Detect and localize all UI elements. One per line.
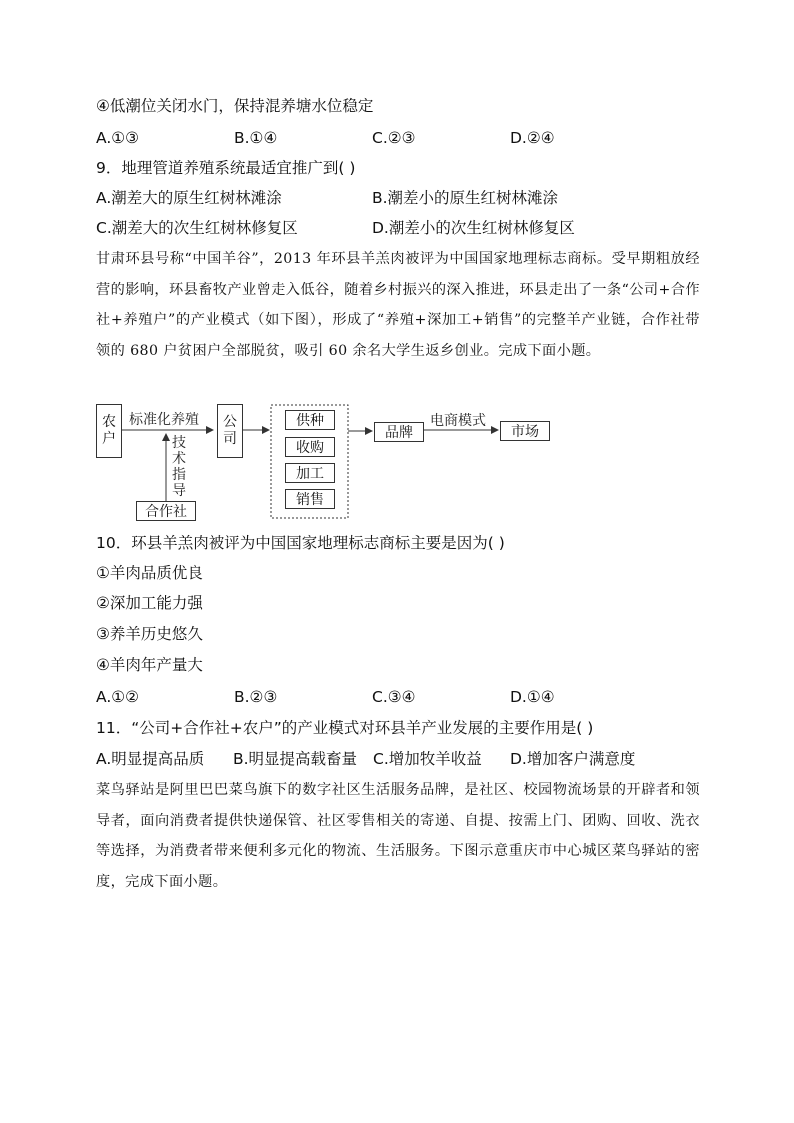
q11-option-d: D.增加客户满意度 (510, 750, 636, 768)
box-stage-sales: 销售 (285, 489, 335, 509)
label-standard-breeding: 标准化养殖 (129, 412, 199, 428)
q10-option-c: C.③④ (372, 688, 416, 706)
q9-stem: 9．地理管道养殖系统最适宜推广到( ) (96, 159, 356, 177)
q10-stem: 10．环县羊羔肉被评为中国国家地理标志商标主要是因为( ) (96, 534, 505, 552)
passage-cainiao: 菜鸟驿站是阿里巴巴菜鸟旗下的数字社区生活服务品牌，是社区、校园物流场景的开辟者和领导者，面向消费者提供快递保管、社区零售相关的寄递、自提、按需上门、团购、回收、洗衣等选择，为消费者带来便利多元化的物流、生活服务。下图示意重庆市中心城区菜鸟驿站的密度，完成下面小题。 (96, 782, 700, 890)
box-stage-supply: 供种 (285, 410, 335, 430)
q8-item-4: ④低潮位关闭水门，保持混养塘水位稳定 (96, 97, 374, 115)
q11-option-a: A.明显提高品质 (96, 750, 205, 768)
q10-item-1: ①羊肉品质优良 (96, 564, 203, 582)
q10-item-3: ③养羊历史悠久 (96, 625, 203, 643)
q10-option-a: A.①② (96, 688, 140, 706)
q9-option-b: B.潮差小的原生红树林滩涂 (372, 189, 559, 207)
label-ecommerce: 电商模式 (430, 413, 486, 429)
box-stage-processing: 加工 (285, 463, 335, 483)
q11-option-c: C.增加牧羊收益 (373, 750, 482, 768)
passage-huanxian: 甘肃环县号称“中国羊谷”，2013 年环县羊羔肉被评为中国国家地理标志商标。受早期粗放经营的影响，环县畜牧产业曾走入低谷，随着乡村振兴的深入推进，环县走出了一条“公司+合作社+养殖户”的产业模式（如下图），形成了“养殖+深加工+销售”的完整羊产业链，合作社带领的 680 户贫困户全部脱贫，吸引 60 余名大学生返乡创业。完成下面小题。 (96, 251, 700, 359)
q10-option-d: D.①④ (510, 688, 555, 706)
box-market: 市场 (500, 421, 550, 441)
label-tech-guidance: 技术指导 (172, 435, 186, 499)
q10-item-4: ④羊肉年产量大 (96, 656, 203, 674)
box-coop: 合作社 (136, 501, 196, 521)
q10-item-2: ②深加工能力强 (96, 594, 203, 612)
q9-option-a: A.潮差大的原生红树林滩涂 (96, 189, 282, 207)
q9-option-d: D.潮差小的次生红树林修复区 (372, 219, 575, 237)
q8-option-d: D.②④ (510, 129, 555, 147)
q10-option-b: B.②③ (234, 688, 278, 706)
box-company: 公司 (217, 404, 243, 458)
q8-option-a: A.①③ (96, 129, 140, 147)
q8-option-c: C.②③ (372, 129, 416, 147)
q11-option-b: B.明显提高载畜量 (233, 750, 358, 768)
q9-option-c: C.潮差大的次生红树林修复区 (96, 219, 298, 237)
box-stage-purchase: 收购 (285, 437, 335, 457)
box-farmer: 农户 (96, 404, 122, 458)
box-brand: 品牌 (374, 422, 424, 442)
q11-stem: 11．“公司+合作社+农户”的产业模式对环县羊产业发展的主要作用是( ) (96, 719, 594, 737)
q8-option-b: B.①④ (234, 129, 278, 147)
